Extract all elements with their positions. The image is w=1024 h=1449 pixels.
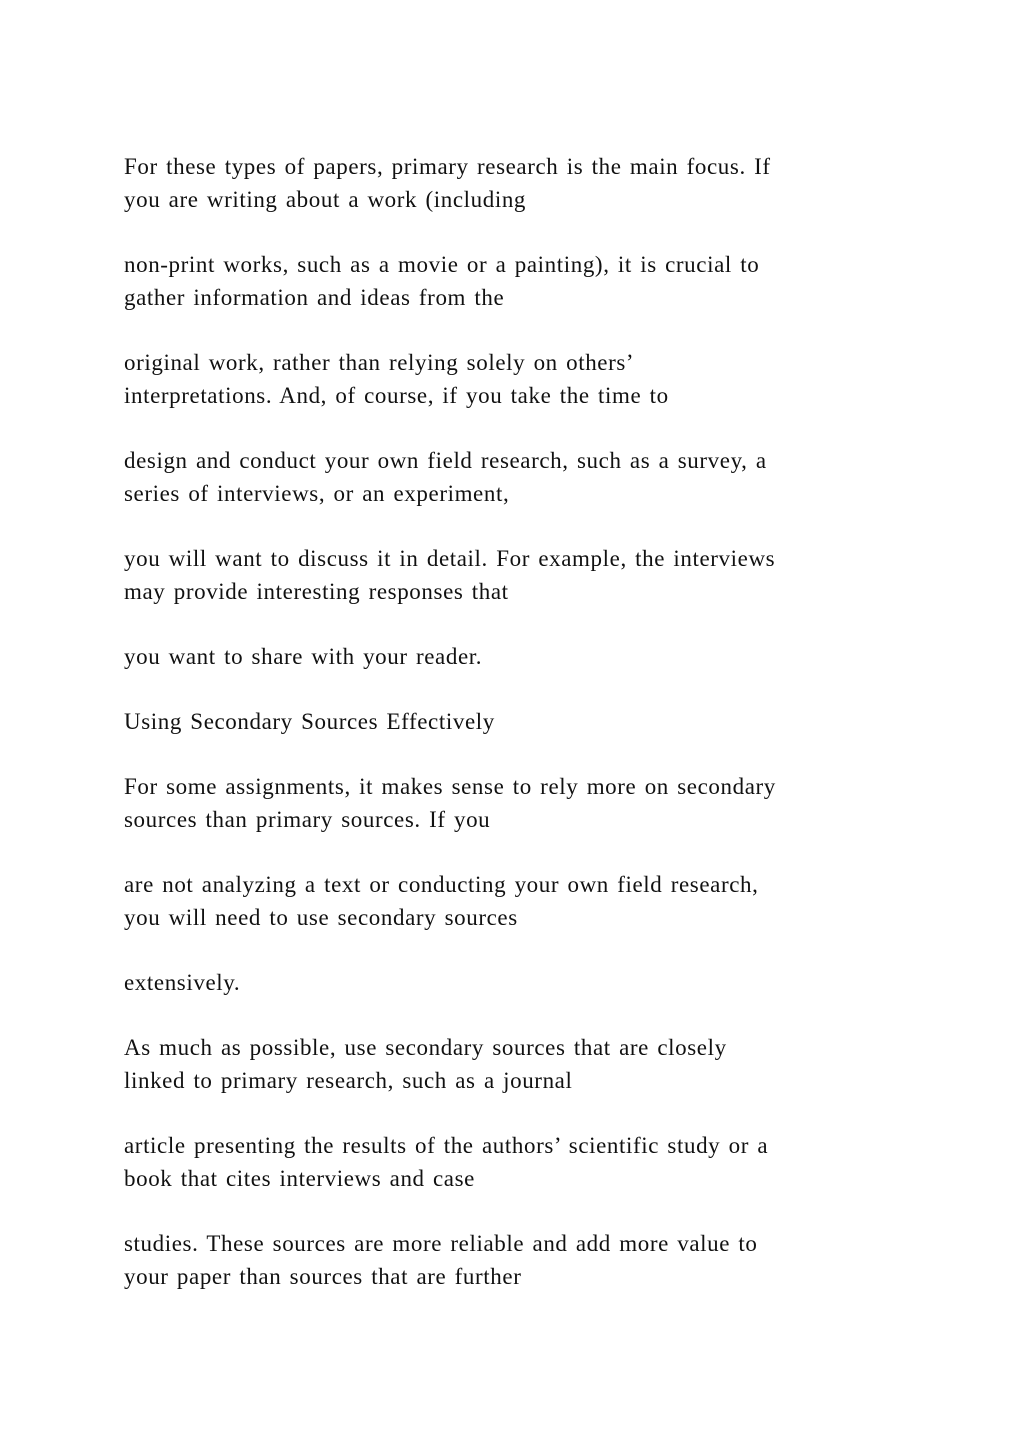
text-line: book that cites interviews and case	[124, 1166, 475, 1191]
paragraph	[124, 1031, 904, 1097]
text-line: series of interviews, or an experiment,	[124, 481, 510, 506]
section-heading	[124, 705, 904, 738]
text-line: For these types of papers, primary research is the main focus. If	[124, 154, 771, 179]
text-line: are not analyzing a text or conducting your own field research,	[124, 872, 759, 897]
text-line: As much as possible, use secondary sources that are closely	[124, 1035, 727, 1060]
paragraph	[124, 1227, 904, 1293]
paragraph	[124, 346, 904, 412]
text-line: For some assignments, it makes sense to rely more on secondary	[124, 774, 776, 799]
paragraph	[124, 770, 904, 836]
paragraph	[124, 150, 904, 216]
text-line: you want to share with your reader.	[124, 644, 483, 669]
paragraph	[124, 444, 904, 510]
text-line: may provide interesting responses that	[124, 579, 509, 604]
text-line: extensively.	[124, 970, 241, 995]
text-line: original work, rather than relying solely on others’	[124, 350, 635, 375]
text-line: Using Secondary Sources Effectively	[124, 709, 495, 734]
text-line: interpretations. And, of course, if you take the time to	[124, 383, 669, 408]
text-line: linked to primary research, such as a journal	[124, 1068, 573, 1093]
document-body	[124, 150, 904, 1325]
text-line: sources than primary sources. If you	[124, 807, 491, 832]
paragraph	[124, 640, 904, 673]
paragraph	[124, 966, 904, 999]
text-line: article presenting the results of the authors’ scientific study or a	[124, 1133, 769, 1158]
text-line: you will need to use secondary sources	[124, 905, 518, 930]
text-line: studies. These sources are more reliable and add more value to	[124, 1231, 758, 1256]
text-line: design and conduct your own field research, such as a survey, a	[124, 448, 767, 473]
text-line: gather information and ideas from the	[124, 285, 505, 310]
text-line: your paper than sources that are further	[124, 1264, 522, 1289]
text-line: non-print works, such as a movie or a painting), it is crucial to	[124, 252, 760, 277]
text-line: you will want to discuss it in detail. For example, the interviews	[124, 546, 776, 571]
paragraph	[124, 248, 904, 314]
paragraph	[124, 542, 904, 608]
paragraph	[124, 868, 904, 934]
text-line: you are writing about a work (including	[124, 187, 527, 212]
paragraph	[124, 1129, 904, 1195]
